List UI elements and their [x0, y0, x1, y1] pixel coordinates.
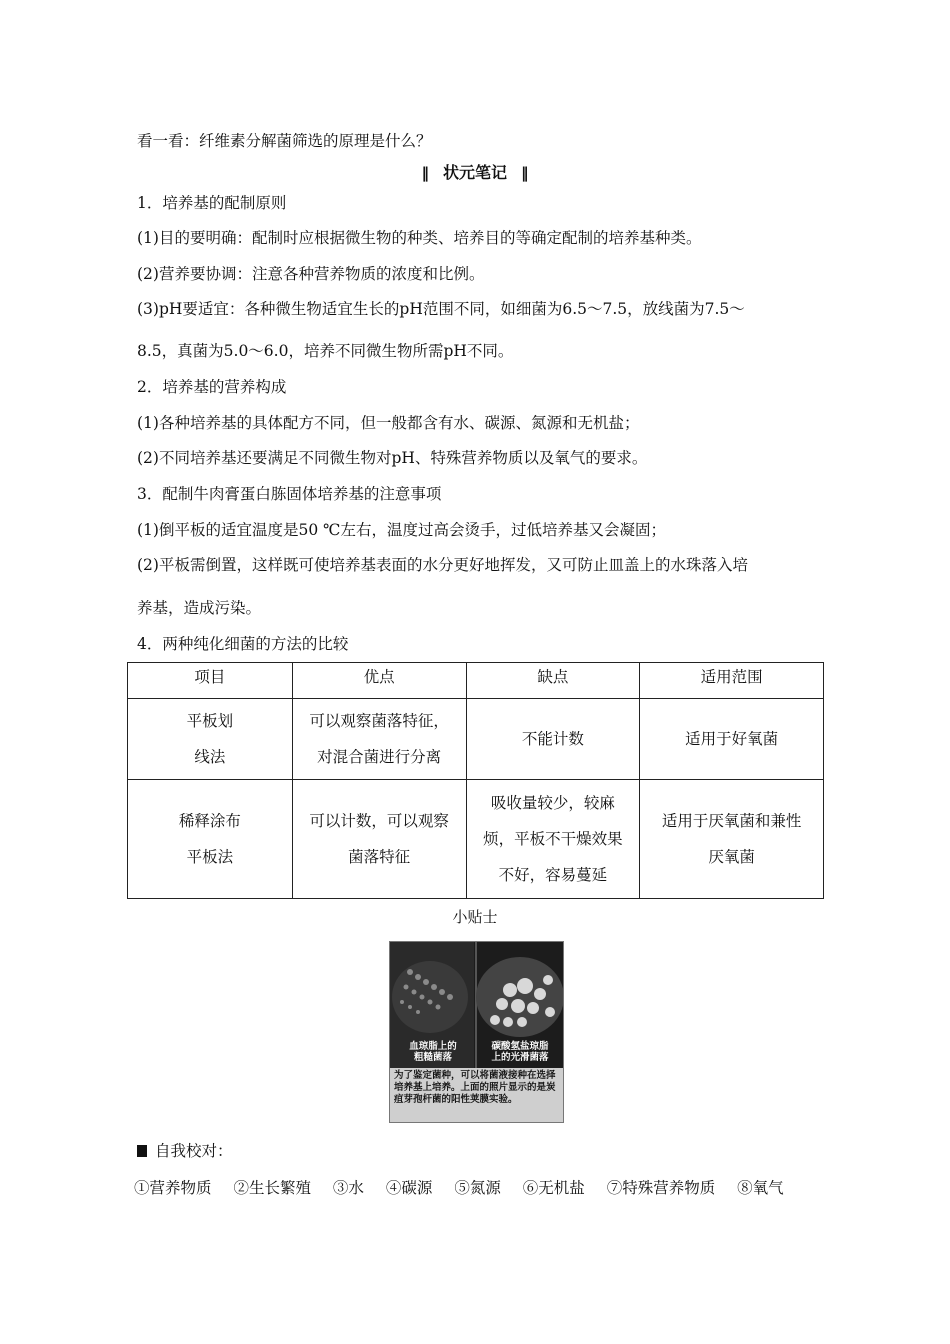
section-2-title: 2．培养基的营养构成: [137, 378, 287, 396]
left-colony-label: 血琼脂上的 粗糙菌落: [409, 1041, 457, 1063]
table-cell-scope: 适用于好氧菌: [640, 699, 824, 780]
section-2-para-1: (1)各种培养基的具体配方不同，但一般都含有水、碳源、氮源和无机盐；: [137, 414, 640, 432]
table-header-cell: 适用范围: [640, 663, 824, 699]
heading-left-bar: ‖: [421, 164, 429, 182]
table-cell-cons: 吸收量较少，较麻 烦，平板不干燥效果 不好，容易蔓延: [466, 780, 640, 899]
answer-list: [134, 1176, 801, 1198]
table-header-cell: 缺点: [466, 663, 640, 699]
self-check-label: [137, 1139, 233, 1161]
self-check-text: 自我校对：: [155, 1142, 233, 1160]
section-1-para-2: (2)营养要协调：注意各种营养物质的浓度和比例。: [137, 265, 485, 283]
section-1-title: 1．培养基的配制原则: [137, 194, 287, 212]
answer-item: ④碳源: [385, 1179, 433, 1197]
answer-item: ⑥无机盐: [522, 1179, 585, 1197]
table-row: [128, 699, 824, 780]
table-cell-item: 稀释涂布 平板法: [128, 780, 293, 899]
table-cell-cons: 不能计数: [466, 699, 640, 780]
bullet-icon: [137, 1145, 147, 1157]
heading-title: 状元笔记: [442, 163, 507, 182]
section-3-para-1: (1)倒平板的适宜温度是50 ℃左右，温度过高会烫手，过低培养基又会凝固；: [137, 521, 666, 539]
table-cell-pros: 可以计数，可以观察 菌落特征: [292, 780, 466, 899]
table-header-cell: 优点: [292, 663, 466, 699]
table-cell-item: 平板划 线法: [128, 699, 293, 780]
answer-item: ⑧氧气: [737, 1179, 784, 1197]
answer-item: ②生长繁殖: [233, 1179, 311, 1197]
table-cell-pros: 可以观察菌落特征， 对混合菌进行分离: [292, 699, 466, 780]
answer-item: ⑤氮源: [454, 1179, 501, 1197]
colony-photo: [389, 941, 564, 1123]
section-3-title: 3．配制牛肉膏蛋白胨固体培养基的注意事项: [137, 485, 442, 503]
comparison-table: [127, 662, 824, 899]
section-2-para-2: (2)不同培养基还要满足不同微生物对pH、特殊营养物质以及氧气的要求。: [137, 449, 648, 467]
section-3-para-2b: 养基，造成污染。: [137, 599, 262, 617]
table-header-row: [128, 663, 824, 699]
section-4-title: 4．两种纯化细菌的方法的比较: [137, 635, 349, 653]
section-1-para-3a: (3)pH要适宜：各种微生物适宜生长的pH范围不同，如细菌为6.5～7.5，放线菌为7.5～: [137, 300, 745, 318]
answer-item: ⑦特殊营养物质: [606, 1179, 716, 1197]
section-3-para-2a: (2)平板需倒置，这样既可使培养基表面的水分更好地挥发，又可防止皿盖上的水珠落入培: [137, 556, 748, 574]
photo-caption: 为了鉴定菌种，可以将菌液接种在选择培养基上培养。上面的照片显示的是炭疽芽孢杆菌的阳性荚膜实验。: [394, 1070, 556, 1105]
tip-title: 小贴士: [452, 908, 498, 926]
notes-heading: [0, 160, 950, 183]
right-colony-label: 碳酸氢盐琼脂 上的光滑菌落: [491, 1041, 549, 1063]
question-text: 看一看：纤维素分解菌筛选的原理是什么？: [137, 132, 432, 150]
table-header-cell: 项目: [128, 663, 293, 699]
answer-item: ①营养物质: [134, 1179, 212, 1197]
table-cell-scope: 适用于厌氧菌和兼性 厌氧菌: [640, 780, 824, 899]
table-row: [128, 780, 824, 899]
answer-item: ③水: [332, 1179, 364, 1197]
section-1-para-3b: 8.5，真菌为5.0～6.0，培养不同微生物所需pH不同。: [137, 342, 514, 360]
section-1-para-1: (1)目的要明确：配制时应根据微生物的种类、培养目的等确定配制的培养基种类。: [137, 229, 702, 247]
heading-right-bar: ‖: [521, 164, 529, 182]
